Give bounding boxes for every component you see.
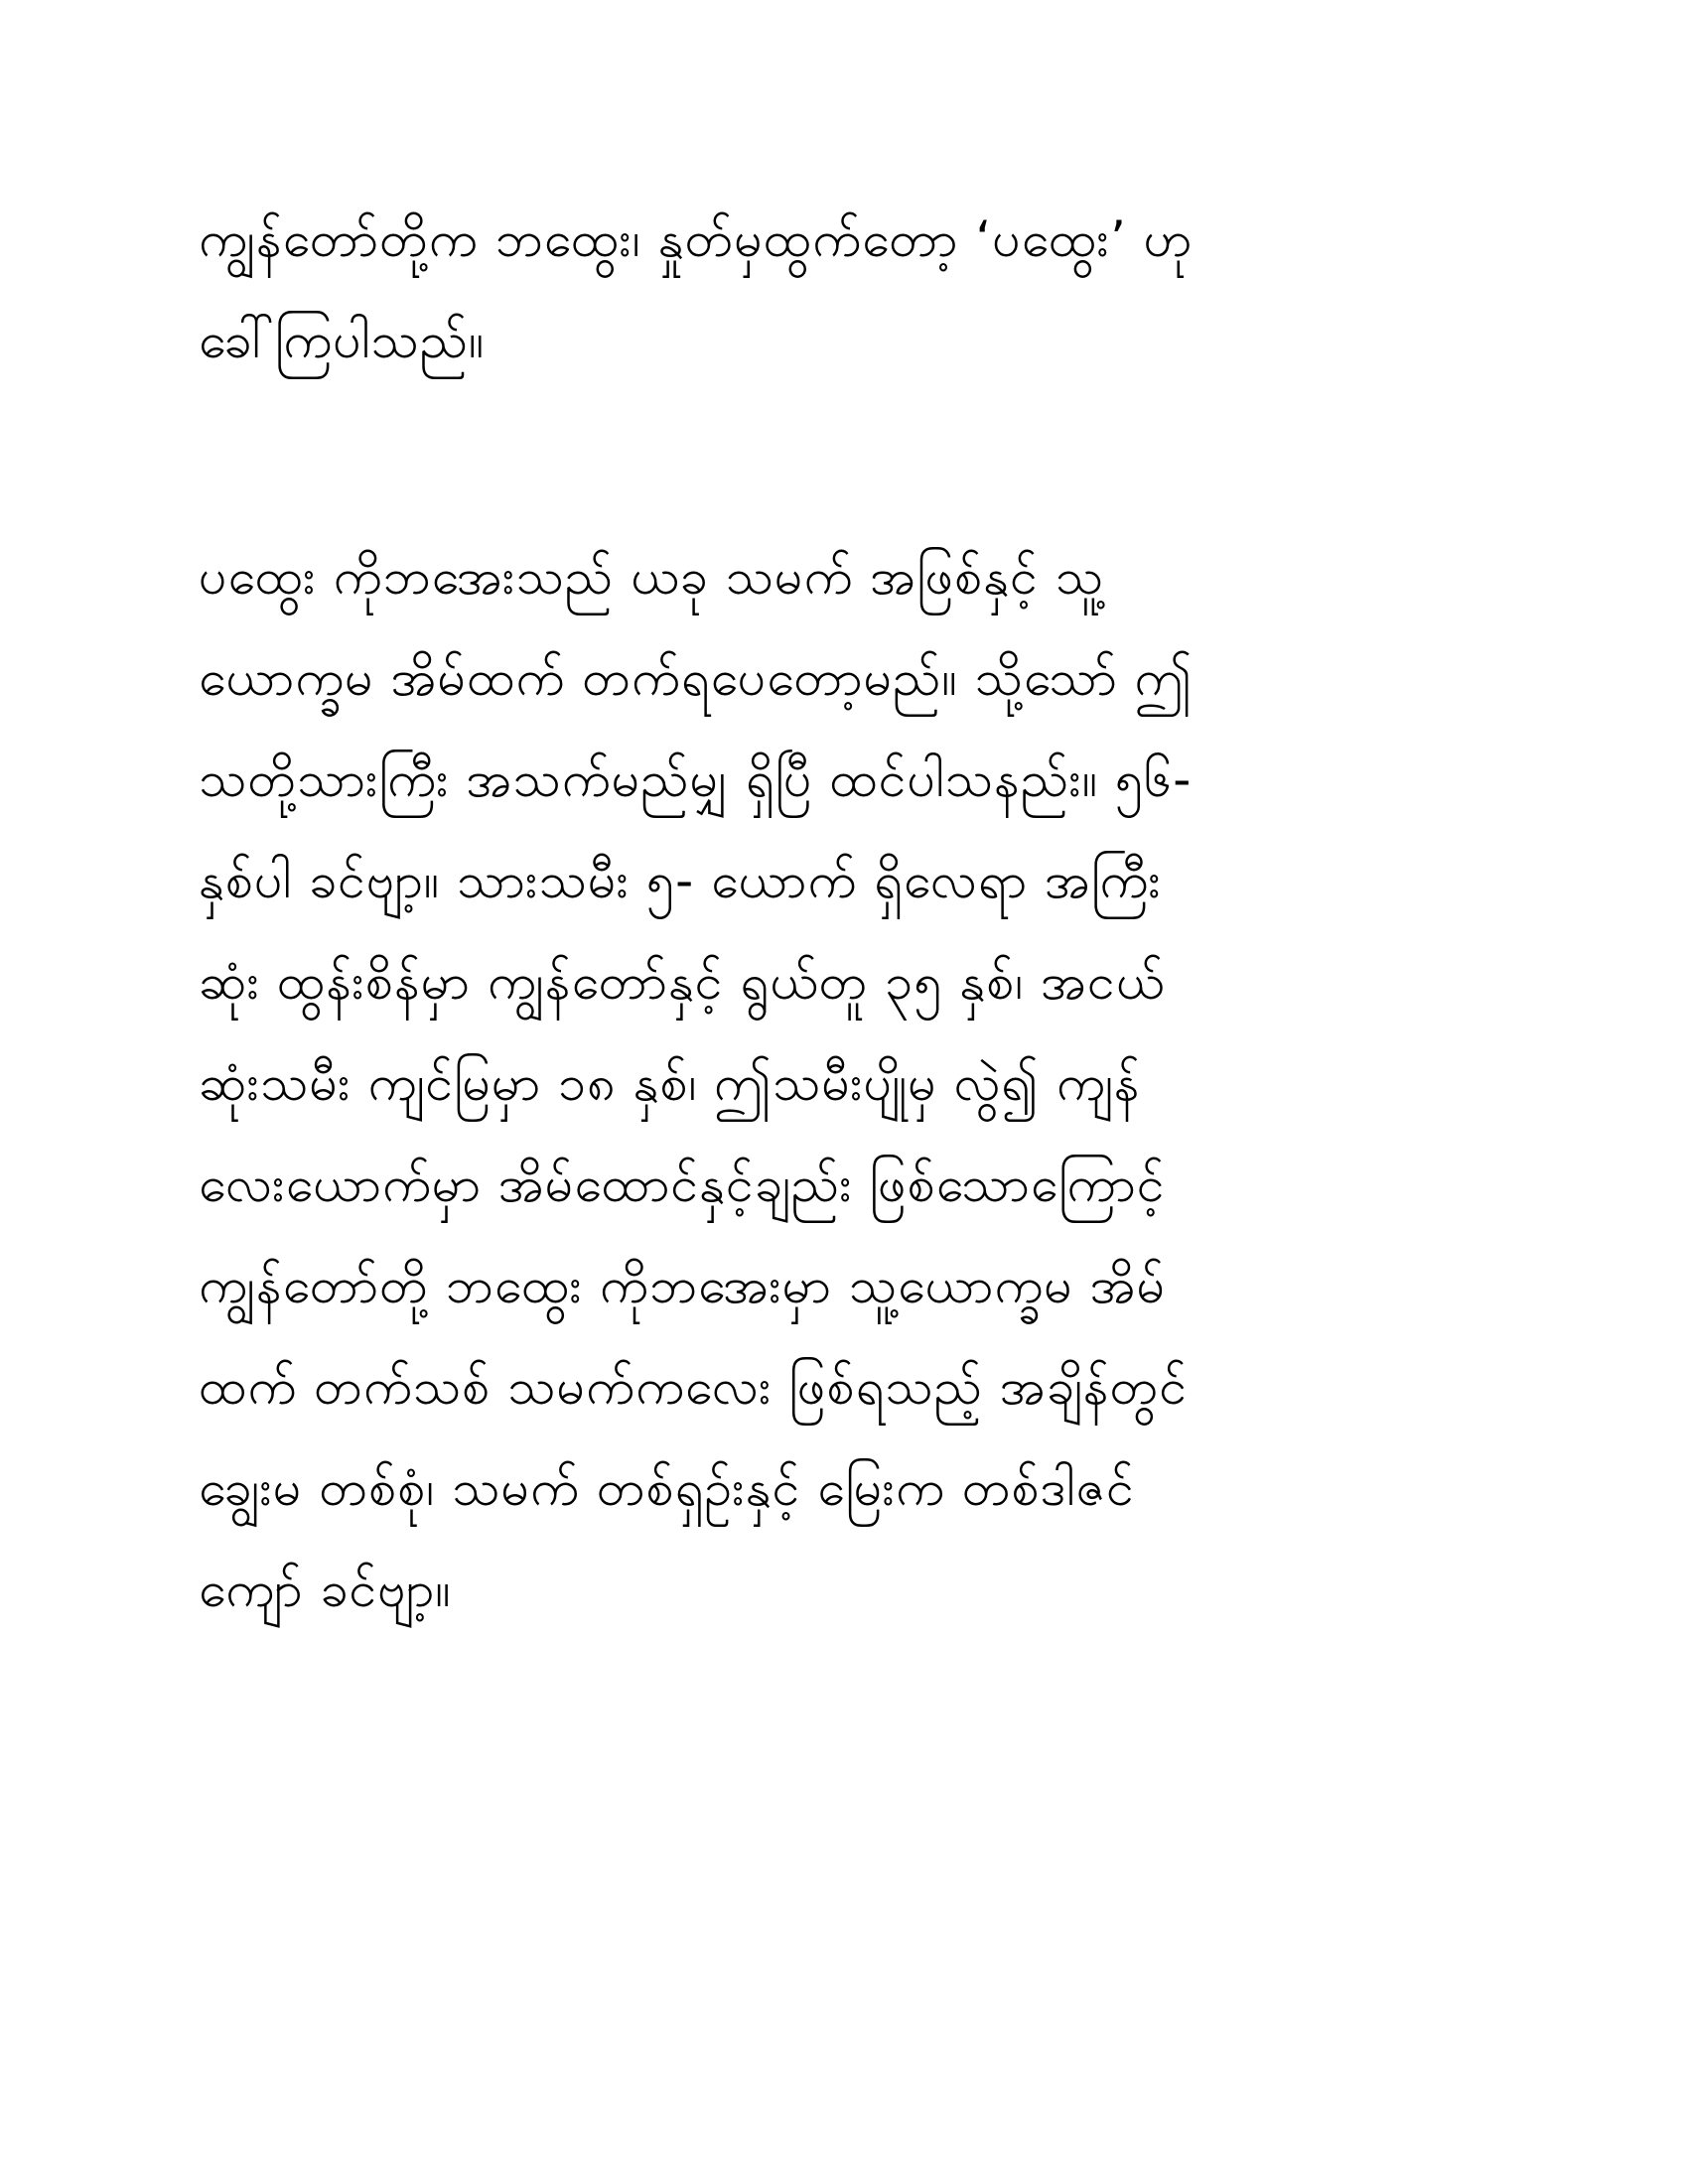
paragraph-line: ကျွန်တော်တို့က ဘထွေး၊ နှုတ်မှထွက်တော့ ‘ပထွေး’ ဟု — [199, 210, 1194, 268]
paragraph-line: ချွေးမ တစ်စုံ၊ သမက် တစ်ရှဉ်းနှင့် မြေးက တစ်ဒါဇင် — [199, 1459, 1135, 1517]
paragraph-line: ပထွေး ကိုဘအေးသည် ယခု သမက် အဖြစ်နှင့် သူ့ — [199, 548, 1105, 606]
paragraph-2 — [199, 526, 1440, 1640]
paragraph-line: ထက် တက်သစ် သမက်ကလေး ဖြစ်ရသည့် အချိန်တွင် — [199, 1358, 1189, 1416]
paragraph-line: ကျော် ခင်ဗျာ့။ — [199, 1561, 452, 1618]
paragraph-line: လေးယောက်မှာ အိမ်ထောင်နှင့်ချည်း ဖြစ်သောကြောင့် — [199, 1156, 1166, 1213]
paragraph-line: ခေါ်ကြပါသည်။ — [199, 312, 486, 369]
paragraph-line: သတို့သားကြီး အသက်မည်မျှ ရှိပြီ ထင်ပါသနည်း။ ၅၆- — [199, 751, 1193, 808]
paragraph-line: ဆုံးသမီး ကျင်မြမှာ ၁၈ နှစ်၊ ဤသမီးပျိုမှ လွဲ၍ ကျန် — [199, 1054, 1141, 1112]
paragraph-line: နှစ်ပါ ခင်ဗျာ့။ သားသမီး ၅- ယောက် ရှိလေရာ အကြီး — [199, 852, 1162, 909]
paragraph-1 — [199, 189, 1440, 391]
paragraph-line: ဆုံး ထွန်းစိန်မှာ ကျွန်တော်နှင့် ရွယ်တူ ၃၅ နှစ်၊ အငယ် — [199, 953, 1166, 1011]
paragraph-line: ယောက္ခမ အိမ်ထက် တက်ရပေတော့မည်။ သို့သော် ဤ — [199, 649, 1194, 707]
paragraph-line: ကျွန်တော်တို့ ဘထွေး ကိုဘအေးမှာ သူ့ယောက္ခမ အိမ် — [199, 1257, 1167, 1314]
